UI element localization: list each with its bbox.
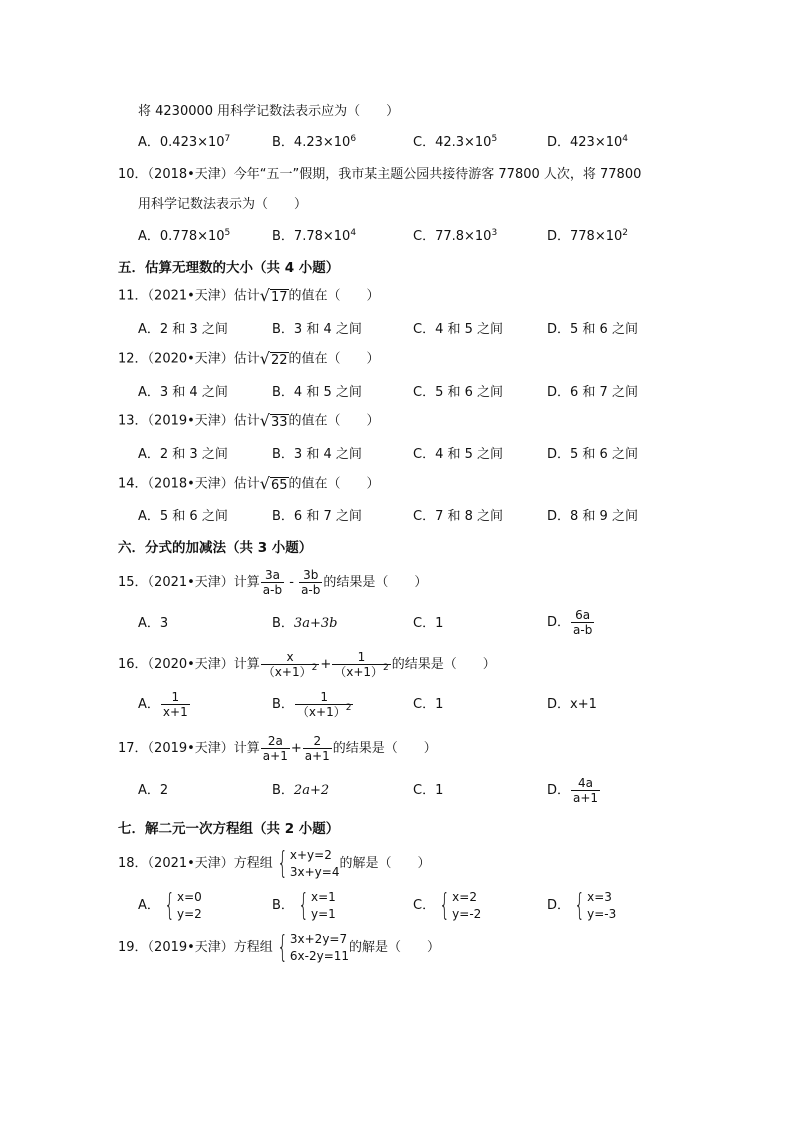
q9-option-d: D．$423\times 10^4$ — [547, 134, 628, 150]
left-brace-icon: { — [439, 887, 450, 923]
q15-option-d: D． $\frac{6a}{a-b}$ — [547, 608, 593, 637]
fraction: $\frac{x}{(x+1)^2}$ — [262, 650, 318, 679]
equation-system: { x+y=2 3x+y=4 — [277, 845, 340, 881]
q12-stem: 12．（2020•天津）估计 √ 22 的值在（ ） — [118, 349, 380, 368]
sqrt-symbol: √ 33 — [259, 411, 288, 430]
left-brace-icon: { — [164, 887, 175, 923]
q16-stem: 16．（2020•天津）计算 $\frac{x}{(x+1)^2}$ + $\frac{1}{(x+1)^2}$ 的结果是（ ） — [118, 650, 496, 679]
fraction: $\frac{3b}{a-b}$ — [301, 568, 321, 597]
q18-option-c: C． { x=2 y=-2 — [413, 887, 482, 923]
q18-option-d: D． { x=3 y=-3 — [547, 887, 617, 923]
q17-stem: 17．（2019•天津）计算 $\frac{2a}{a+1}$ + $\frac{2}{a+1}$ 的结果是（ ） — [118, 734, 437, 763]
q9-option-c: C．$42.3\times 10^5$ — [413, 134, 498, 150]
q17-option-c: C．1 — [413, 783, 444, 798]
q12-option-b: B．4 和 5 之间 — [272, 385, 362, 400]
q14-option-a: A．5 和 6 之间 — [138, 509, 228, 524]
q10-option-b: B．$7.78\times 10^4$ — [272, 228, 357, 244]
fraction: $\frac{3a}{a-b}$ — [262, 568, 283, 597]
q13-option-d: D．5 和 6 之间 — [547, 447, 638, 462]
q13-option-a: A．2 和 3 之间 — [138, 447, 228, 462]
sqrt-symbol: √ 22 — [259, 349, 288, 368]
q12-option-d: D．6 和 7 之间 — [547, 385, 638, 400]
q16-option-b: B． $\frac{1}{(x+1)^2}$ — [272, 690, 352, 719]
q9-option-b: B．$4.23\times 10^6$ — [272, 134, 357, 150]
q11-option-a: A．2 和 3 之间 — [138, 322, 228, 337]
section-heading-5: 五．估算无理数的大小（共 4 小题） — [118, 260, 340, 276]
q17-option-a: A．2 — [138, 783, 169, 798]
q9-stem: 将 4230000 用科学记数法表示应为（ ） — [138, 104, 400, 119]
left-brace-icon: { — [277, 845, 288, 881]
q13-option-b: B．3 和 4 之间 — [272, 447, 362, 462]
q10-option-c: C．$77.8\times 10^3$ — [413, 228, 498, 244]
q17-option-d: D． $\frac{4a}{a+1}$ — [547, 776, 599, 805]
q19-stem: 19．（2019•天津）方程组 { 3x+2y=7 6x-2y=11 的解是（ ） — [118, 929, 441, 965]
section-heading-7: 七．解二元一次方程组（共 2 小题） — [118, 821, 340, 837]
q13-stem: 13．（2019•天津）估计 √ 33 的值在（ ） — [118, 411, 380, 430]
fraction: $\frac{1}{(x+1)^2}$ — [296, 690, 352, 719]
q16-option-a: A． $\frac{1}{x+1}$ — [138, 690, 188, 719]
q16-option-c: C．1 — [413, 697, 444, 712]
q15-option-a: A．3 — [138, 616, 169, 631]
left-brace-icon: { — [574, 887, 585, 923]
q14-option-c: C．7 和 8 之间 — [413, 509, 504, 524]
left-brace-icon: { — [298, 887, 309, 923]
sqrt-symbol: √ 17 — [259, 286, 288, 305]
sqrt-symbol: √ 65 — [259, 474, 288, 493]
q11-option-d: D．5 和 6 之间 — [547, 322, 638, 337]
q18-stem: 18．（2021•天津）方程组 { x+y=2 3x+y=4 的解是（ ） — [118, 845, 431, 881]
q10-option-d: D．$778\times 10^2$ — [547, 228, 628, 244]
fraction: $\frac{4a}{a+1}$ — [573, 776, 599, 805]
q12-option-a: A．3 和 4 之间 — [138, 385, 228, 400]
section-heading-6: 六．分式的加减法（共 3 小题） — [118, 540, 313, 556]
q14-option-b: B．6 和 7 之间 — [272, 509, 362, 524]
fraction: $\frac{2a}{a+1}$ — [262, 734, 288, 763]
q14-stem: 14．（2018•天津）估计 √ 65 的值在（ ） — [118, 474, 380, 493]
q10-stem-line2: 用科学记数法表示为（ ） — [138, 197, 308, 212]
q18-option-a: A． { x=0 y=2 — [138, 887, 202, 923]
q13-option-c: C．4 和 5 之间 — [413, 447, 504, 462]
q11-option-c: C．4 和 5 之间 — [413, 322, 504, 337]
q11-option-b: B．3 和 4 之间 — [272, 322, 362, 337]
q12-option-c: C．5 和 6 之间 — [413, 385, 504, 400]
fraction: $\frac{6a}{a-b}$ — [573, 608, 593, 637]
q11-stem: 11．（2021•天津）估计 √ 17 的值在（ ） — [118, 286, 380, 305]
q10-stem-line1: 10．（2018•天津）今年“五一”假期，我市某主题公园共接待游客 77800 人次，将 77800 — [118, 167, 642, 182]
fraction: $\frac{2}{a+1}$ — [304, 734, 330, 763]
q17-option-b: B．2a+2 — [272, 783, 330, 798]
fraction: $\frac{1}{x+1}$ — [162, 690, 188, 719]
equation-system: { 3x+2y=7 6x-2y=11 — [277, 929, 350, 965]
left-brace-icon: { — [277, 929, 288, 965]
q16-option-d: D．x+1 — [547, 697, 597, 712]
fraction: $\frac{1}{(x+1)^2}$ — [334, 650, 389, 679]
q15-option-c: C．1 — [413, 616, 444, 631]
q14-option-d: D．8 和 9 之间 — [547, 509, 638, 524]
q15-stem: 15．（2021•天津）计算 $\frac{3a}{a-b}$ - $\frac{3b}{a-b}$ 的结果是（ ） — [118, 568, 428, 597]
q9-option-a: A．$0.423\times 10^7$ — [138, 134, 231, 150]
q18-option-b: B． { x=1 y=1 — [272, 887, 336, 923]
q10-option-a: A．$0.778\times 10^5$ — [138, 228, 231, 244]
q15-option-b: B．3a+3b — [272, 616, 338, 631]
